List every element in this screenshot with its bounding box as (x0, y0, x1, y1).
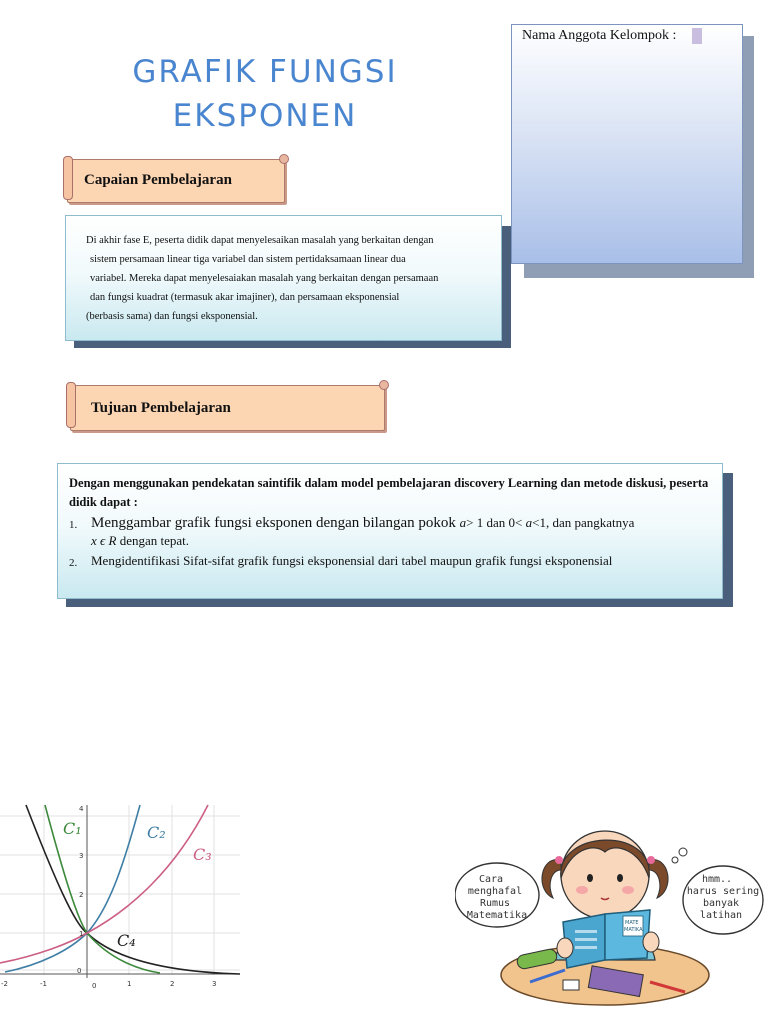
scroll-curl-right (279, 154, 289, 164)
member-box (511, 24, 743, 264)
curve-label-c4: C₄ (117, 931, 136, 950)
item1-text-a: Menggambar grafik fungsi eksponen dengan bilangan pokok (91, 515, 460, 531)
book-text: MATIKA (624, 927, 643, 933)
book-lines (575, 946, 597, 949)
curve-label-c2: C₂ (147, 823, 166, 842)
y-tick: 1 (79, 930, 84, 938)
thought-dot (672, 857, 678, 863)
list-number: 2. (69, 557, 78, 569)
tujuan-list (69, 514, 719, 570)
x-tick: 3 (212, 980, 217, 988)
bubble-right-line: hmm.. (701, 874, 733, 885)
x-tick: -2 (1, 980, 8, 988)
hand-right (643, 932, 659, 952)
bubble-left-line: menghafal (467, 886, 523, 897)
x-tick: 1 (127, 980, 132, 988)
var-x: x ϵ R (91, 533, 117, 548)
var-a: a (525, 515, 533, 530)
tujuan-intro: Dengan menggunakan pendekatan saintifik dalam model pembelajaran discovery Learning dan metode diskusi, peserta didik dapat : (69, 476, 709, 509)
ponytail-right (649, 860, 668, 898)
capaian-line: (berbasis sama) dan fungsi eksponensial. (86, 311, 258, 322)
eye-right (617, 874, 623, 882)
hair-tie-left (555, 856, 563, 864)
scroll-curl-left (66, 382, 76, 428)
cheek-left (576, 886, 588, 894)
var-a: a (459, 515, 467, 530)
title-line-1: GRAFIK FUNGSI (132, 54, 398, 90)
y-tick: 4 (79, 805, 84, 813)
bubble-left-line: Cara (478, 874, 504, 885)
curve-label-c3: C₃ (193, 845, 212, 864)
item1-text-c: <1, dan pangkatnya (532, 515, 635, 530)
capaian-line: dan fungsi kuadrat (termasuk akar imajiner), dan persamaan eksponensial (90, 292, 400, 303)
ponytail-left (542, 860, 561, 898)
capaian-line: sistem persamaan linear tiga variabel dan sistem pertidaksamaan linear dua (90, 254, 406, 265)
bubble-left-line: Matematika (466, 910, 528, 921)
bubble-right-line: banyak (702, 898, 740, 909)
curve-label-c1: C₁ (63, 819, 82, 838)
list-item (69, 514, 719, 550)
item2-text: Mengidentifikasi Sifat-sifat grafik fungsi eksponensial dari tabel maupun grafik fungsi eksponensial (91, 553, 613, 568)
scroll-curl-right (379, 380, 389, 390)
member-label: Nama Anggota Kelompok : (522, 28, 702, 44)
list-number: 1. (69, 519, 78, 531)
eye-left (587, 874, 593, 882)
exponential-graph (0, 800, 245, 995)
x-tick: 2 (170, 980, 175, 988)
bubble-right-line: latihan (699, 910, 743, 921)
capaian-text (86, 231, 478, 326)
capaian-line: variabel. Mereka dapat menyelesaiakan masalah yang berkaitan dengan persamaan (90, 273, 439, 284)
bubble-left-line: Rumus (479, 898, 511, 909)
list-item (69, 552, 719, 570)
bubble-right-line: harus sering (686, 886, 760, 897)
tujuan-heading: Tujuan Pembelajaran (91, 400, 231, 416)
y-tick: 2 (79, 891, 84, 899)
item1-text-d: dengan tepat. (116, 533, 190, 548)
book-text: MATE (625, 920, 639, 926)
y-tick: 3 (79, 852, 84, 860)
cheek-right (622, 886, 634, 894)
book-lines (575, 930, 597, 933)
book-lines (575, 938, 597, 941)
tujuan-banner (70, 385, 385, 431)
scroll-curl-left (63, 156, 73, 200)
x-tick: -1 (40, 980, 47, 988)
book-cover-panel (623, 916, 643, 936)
capaian-banner (67, 159, 285, 203)
item1-text-b: > 1 dan 0< (466, 515, 526, 530)
y-tick: 0 (77, 967, 82, 975)
girl-reading-illustration (455, 820, 765, 1020)
title-line-2: EKSPONEN (172, 98, 358, 134)
curve-c3 (0, 805, 208, 963)
hair-tie-right (647, 856, 655, 864)
capaian-line: Di akhir fase E, peserta didik dapat menyelesaikan masalah yang berkaitan dengan (86, 235, 434, 246)
page-title (100, 50, 430, 138)
x-tick: 0 (92, 982, 97, 990)
hand-left (557, 938, 573, 958)
thought-dot (679, 848, 687, 856)
capaian-heading: Capaian Pembelajaran (84, 172, 232, 188)
eraser (563, 980, 579, 990)
